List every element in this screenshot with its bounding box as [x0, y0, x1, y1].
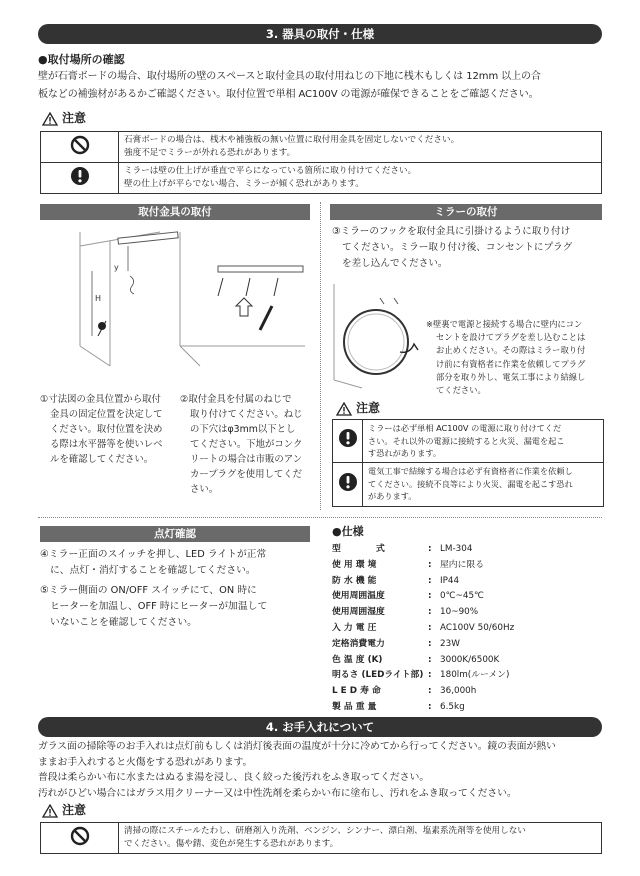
step1-line: る際は水平器等を使いレベ	[50, 439, 163, 450]
location-text-1: 壁が石膏ボードの場合、取付場所の壁のスペースと取付金具の取付用ねじの下地に桟木もしくは 12mm 以上の合	[38, 71, 541, 82]
spec-list	[332, 542, 602, 716]
mirror-illustration	[332, 280, 422, 390]
caution-label: 注意	[62, 111, 87, 125]
location-text-2: 板などの補強材があるかご確認ください。取付位置で単相 AC100V の電源が確保できることをご確認ください。	[38, 89, 539, 100]
prohibition-icon	[70, 135, 90, 155]
warning-line: でください。傷や錆、変色が発生する恐れがあります。	[124, 839, 339, 849]
mirror-note	[426, 318, 604, 397]
exclamation-icon	[338, 428, 358, 448]
spec-colon: :	[428, 670, 432, 681]
exclamation-icon	[338, 472, 358, 492]
warning-line: があります。	[368, 491, 417, 502]
caution-table-1	[40, 131, 602, 194]
caution-row-text	[363, 462, 604, 506]
warning-line: さい。それ以外の電源に接続すると火災、漏電を起こ	[368, 435, 565, 446]
care-line: 普段は柔らかい布に水またはぬるま湯を浸し、良く絞った後汚れをふき取ってください。	[38, 772, 430, 783]
caution-row-icon	[41, 823, 119, 854]
step2-line: の下穴はφ3mm以下とし	[190, 424, 296, 435]
spec-row	[332, 621, 602, 637]
spec-colon: :	[428, 607, 432, 618]
caution-table-3	[40, 822, 602, 854]
step1-text	[40, 392, 175, 467]
caution-row-text	[119, 163, 602, 194]
spec-key: 使用周囲温度	[332, 591, 385, 602]
step4-line: に、点灯・消灯することを確認してください。	[50, 565, 256, 576]
spec-row	[332, 558, 602, 574]
exclamation-icon	[70, 166, 90, 186]
step3-text	[332, 224, 604, 272]
spec-value: 3000K/6500K	[440, 654, 500, 665]
step2-line: てください。下地がコンク	[190, 439, 303, 450]
section3-banner: 3. 器具の取付・仕様	[38, 24, 602, 44]
step5-line: いないことを確認してください。	[50, 617, 197, 628]
step1-line: ください。取付位置を決め	[50, 424, 163, 435]
mirror-section-title: ミラーの取付	[330, 204, 602, 220]
step5-line: ⑤ミラー側面の ON/OFF スイッチにて、ON 時に	[40, 585, 257, 596]
step1-line: 金具の固定位置を決定して	[50, 409, 163, 420]
spec-value: IP44	[440, 575, 460, 586]
spec-colon: :	[428, 544, 432, 554]
note-line: 部分を取り外し、電気工事により結線し	[436, 371, 586, 382]
care-line: ままお手入れすると火傷をする恐れがあります。	[38, 756, 253, 768]
step2-line: リートの場合は市販のアン	[190, 454, 303, 465]
spec-key: 防 水 機 能	[332, 575, 377, 586]
spec-key: 定格消費電力	[332, 638, 385, 649]
spec-colon: :	[428, 686, 432, 697]
spec-value: 6.5kg	[440, 701, 465, 712]
caution-row-icon	[333, 420, 363, 463]
caution-heading-2	[336, 400, 380, 417]
care-line: ガラス面の掃除等のお手入れは点灯前もしくは消灯後表面の温度が十分に冷めてから行ってください。鏡の表面が熱い	[38, 741, 556, 752]
step3-line: ③ミラーのフックを取付金具に引掛けるように取り付け	[332, 226, 571, 237]
warning-line: ミラーは必ず単相 AC100V の電源に取り付けてくだ	[368, 423, 562, 433]
warning-line: ミラーは壁の仕上げが垂直で平らになっている箇所に取り付けてください。	[124, 166, 417, 176]
step2-text	[180, 392, 315, 497]
caution-row-icon	[41, 132, 119, 163]
spec-value: 0℃~45℃	[440, 591, 484, 602]
specs-title: ●仕様	[332, 525, 364, 538]
spec-key: 色 温 度 (K)	[332, 654, 383, 665]
spec-value: 屋内に限る	[440, 559, 484, 570]
step2-line: さい。	[190, 484, 219, 495]
step3-line: てください。ミラー取り付け後、コンセントにプラグ	[342, 242, 573, 253]
spec-key: 使 用 環 境	[332, 559, 377, 570]
step5-text	[40, 583, 320, 631]
warning-line: てください。接続不良等により火災、漏電を起こす恐れ	[368, 478, 573, 489]
caution-label: 注意	[356, 401, 381, 415]
spec-colon: :	[428, 591, 432, 602]
step4-line: ④ミラー正面のスイッチを押し、LED ライトが正常	[40, 549, 267, 560]
step5-line: ヒーターを加温し、OFF 時にヒーターが加温して	[50, 601, 268, 612]
caution-table-2	[332, 419, 604, 507]
spec-row	[332, 668, 602, 684]
warning-line: 清掃の際にスチールたわし、研磨剤入り洗剤、ベンジン、シンナー、漂白剤、塩素系洗剤等を使用しない	[124, 826, 526, 836]
care-line: 汚れがひどい場合にはガラス用クリーナー又は中性洗剤を柔らかい布に塗布し、汚れをふき取ってください。	[38, 787, 517, 799]
caution-row-text	[119, 823, 602, 854]
spec-value: AC100V 50/60Hz	[440, 622, 515, 633]
bracket-illustration	[40, 226, 310, 382]
spec-value: 23W	[440, 638, 460, 649]
spec-row	[332, 574, 602, 590]
column-divider	[320, 202, 321, 510]
step4-text	[40, 547, 320, 579]
caution-row-text	[363, 420, 604, 463]
step3-line: を差し込んでください。	[342, 258, 448, 269]
row-divider	[38, 517, 602, 518]
spec-row	[332, 542, 602, 558]
step2-line: ②取付金具を付属のねじで	[180, 394, 292, 405]
warning-line: 電気工事で結線する場合は必ず有資格者に作業を依頼し	[368, 466, 573, 477]
note-line: お止めください。その際はミラー取り付	[436, 345, 586, 356]
spec-key: 明るさ (LEDライト部)	[332, 670, 424, 681]
spec-colon: :	[428, 638, 432, 649]
step2-line: カープラグを使用してくだ	[190, 469, 303, 480]
spec-colon: :	[428, 654, 432, 665]
caution-row-icon	[41, 163, 119, 194]
caution-label: 注意	[62, 803, 87, 817]
care-text	[38, 739, 604, 801]
spec-key: 使用周囲湿度	[332, 607, 385, 618]
spec-colon: :	[428, 575, 432, 586]
spec-value: LM-304	[440, 544, 473, 554]
section4-banner: 4. お手入れについて	[38, 717, 602, 737]
step1-line: ①寸法図の金具位置から取付	[40, 394, 161, 405]
spec-row	[332, 589, 602, 605]
spec-row	[332, 653, 602, 669]
caution-row-icon	[333, 462, 363, 506]
spec-key: 型 式	[332, 544, 385, 554]
spec-row	[332, 637, 602, 653]
dimension-label-y: y	[114, 263, 119, 272]
warning-line: 壁の仕上げが平らでない場合、ミラーが傾く恐れがあります。	[124, 179, 364, 189]
prohibition-icon	[70, 826, 90, 846]
step2-line: 取り付けてください。ねじ	[190, 409, 303, 420]
note-line: け前に有資格者に作業を依頼してプラグ	[436, 358, 586, 369]
note-line: てください。	[436, 385, 486, 396]
spec-row	[332, 684, 602, 700]
note-line: セントを設けてプラグを差し込むことは	[436, 332, 586, 343]
warning-triangle-icon	[42, 112, 58, 126]
warning-line: 強度不足でミラーが外れる恐れがあります。	[124, 148, 296, 158]
spec-colon: :	[428, 701, 432, 712]
warning-line: す恐れがあります。	[368, 448, 442, 458]
caution-heading-1	[42, 110, 86, 127]
location-heading: ●取付場所の確認	[38, 53, 125, 66]
caution-heading-3	[42, 802, 86, 819]
spec-key: 入 力 電 圧	[332, 622, 377, 633]
warning-line: 石膏ボードの場合は、桟木や補強板の無い位置に取付用金具を固定しないでください。	[124, 135, 460, 145]
spec-row	[332, 700, 602, 716]
warning-triangle-icon	[42, 804, 58, 818]
caution-row-text	[119, 132, 602, 163]
spec-colon: :	[428, 559, 432, 570]
spec-value: 36,000h	[440, 686, 477, 697]
spec-key: 製 品 重 量	[332, 701, 377, 712]
spec-value: 10~90%	[440, 607, 479, 618]
spec-colon: :	[428, 622, 432, 633]
spec-value: 180lm(ルーメン)	[440, 670, 510, 681]
spec-row	[332, 605, 602, 621]
lighting-section-title: 点灯確認	[40, 526, 310, 542]
step1-line: ルを確認してください。	[50, 454, 154, 465]
spec-key: L E D 寿 命	[332, 686, 381, 697]
dimension-label-h: H	[95, 294, 102, 303]
bracket-section-title: 取付金具の取付	[40, 204, 310, 220]
note-line: ※壁裏で電源と接続する場合に壁内にコン	[426, 319, 583, 329]
warning-triangle-icon	[336, 402, 352, 416]
